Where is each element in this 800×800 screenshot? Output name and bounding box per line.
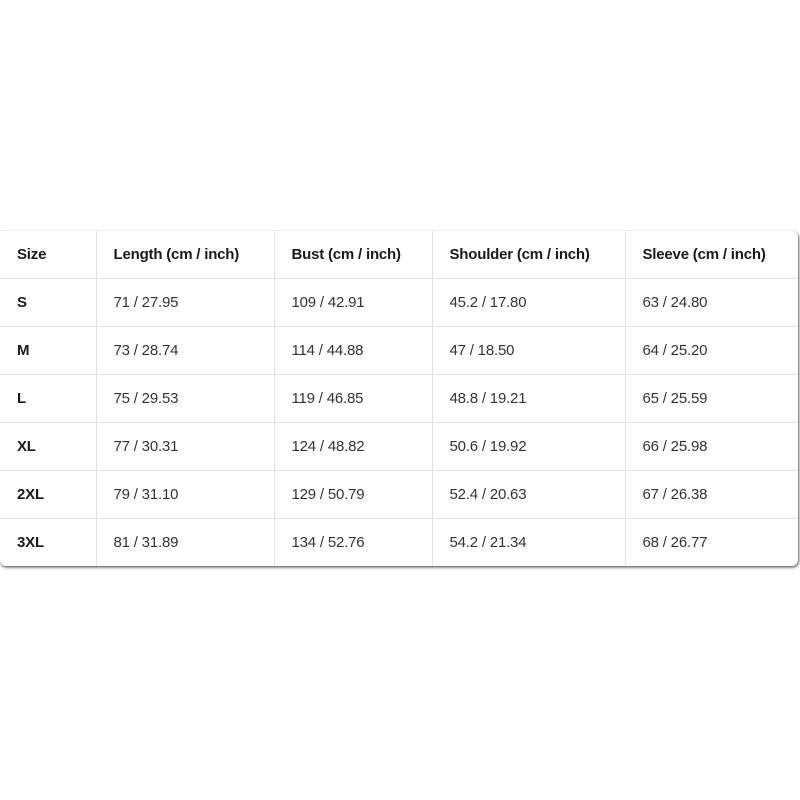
bust-cell: 119 / 46.85: [274, 375, 432, 423]
size-chart-card: [0, 231, 798, 566]
sleeve-cell: 65 / 25.59: [625, 375, 798, 423]
sleeve-cell: 63 / 24.80: [625, 279, 798, 327]
shoulder-cell: 47 / 18.50: [432, 327, 625, 375]
length-cell: 79 / 31.10: [96, 471, 274, 519]
length-cell: 81 / 31.89: [96, 519, 274, 567]
table-row: [0, 471, 798, 519]
sleeve-cell: 68 / 26.77: [642, 534, 708, 551]
sleeve-cell: 64 / 25.20: [625, 327, 798, 375]
table-row: [0, 327, 798, 375]
bust-cell: 124 / 48.82: [274, 423, 432, 471]
size-cell: S: [0, 279, 96, 327]
length-cell: 71 / 27.95: [96, 279, 274, 327]
length-cell: 73 / 28.74: [96, 327, 274, 375]
bust-cell: 129 / 50.79: [274, 471, 432, 519]
bust-cell: 109 / 42.91: [274, 279, 432, 327]
sleeve-cell: 67 / 26.38: [625, 471, 798, 519]
size-cell: 3XL: [0, 519, 96, 567]
length-cell: 77 / 30.31: [96, 423, 274, 471]
size-cell: XL: [0, 423, 96, 471]
bust-cell: 134 / 52.76: [274, 519, 432, 567]
size-chart-table: [0, 231, 798, 566]
shoulder-cell: 50.6 / 19.92: [432, 423, 625, 471]
header-length: Length (cm / inch): [96, 231, 274, 279]
header-bust: Bust (cm / inch): [274, 231, 432, 279]
header-row: [0, 231, 798, 279]
table-row: [0, 423, 798, 471]
table-row: [0, 519, 798, 567]
header-shoulder: Shoulder (cm / inch): [432, 231, 625, 279]
shoulder-cell: 45.2 / 17.80: [432, 279, 625, 327]
table-row: [0, 279, 798, 327]
size-cell: M: [0, 327, 96, 375]
shoulder-cell: 54.2 / 21.34: [432, 519, 625, 567]
shoulder-cell: 52.4 / 20.63: [432, 471, 625, 519]
header-sleeve: Sleeve (cm / inch): [625, 231, 798, 279]
size-cell: L: [0, 375, 96, 423]
shoulder-cell: 48.8 / 19.21: [432, 375, 625, 423]
size-cell: 2XL: [0, 471, 96, 519]
bust-cell: 114 / 44.88: [274, 327, 432, 375]
sleeve-cell: 66 / 25.98: [625, 423, 798, 471]
header-size: Size: [0, 231, 96, 279]
length-cell: 75 / 29.53: [96, 375, 274, 423]
table-row: [0, 375, 798, 423]
